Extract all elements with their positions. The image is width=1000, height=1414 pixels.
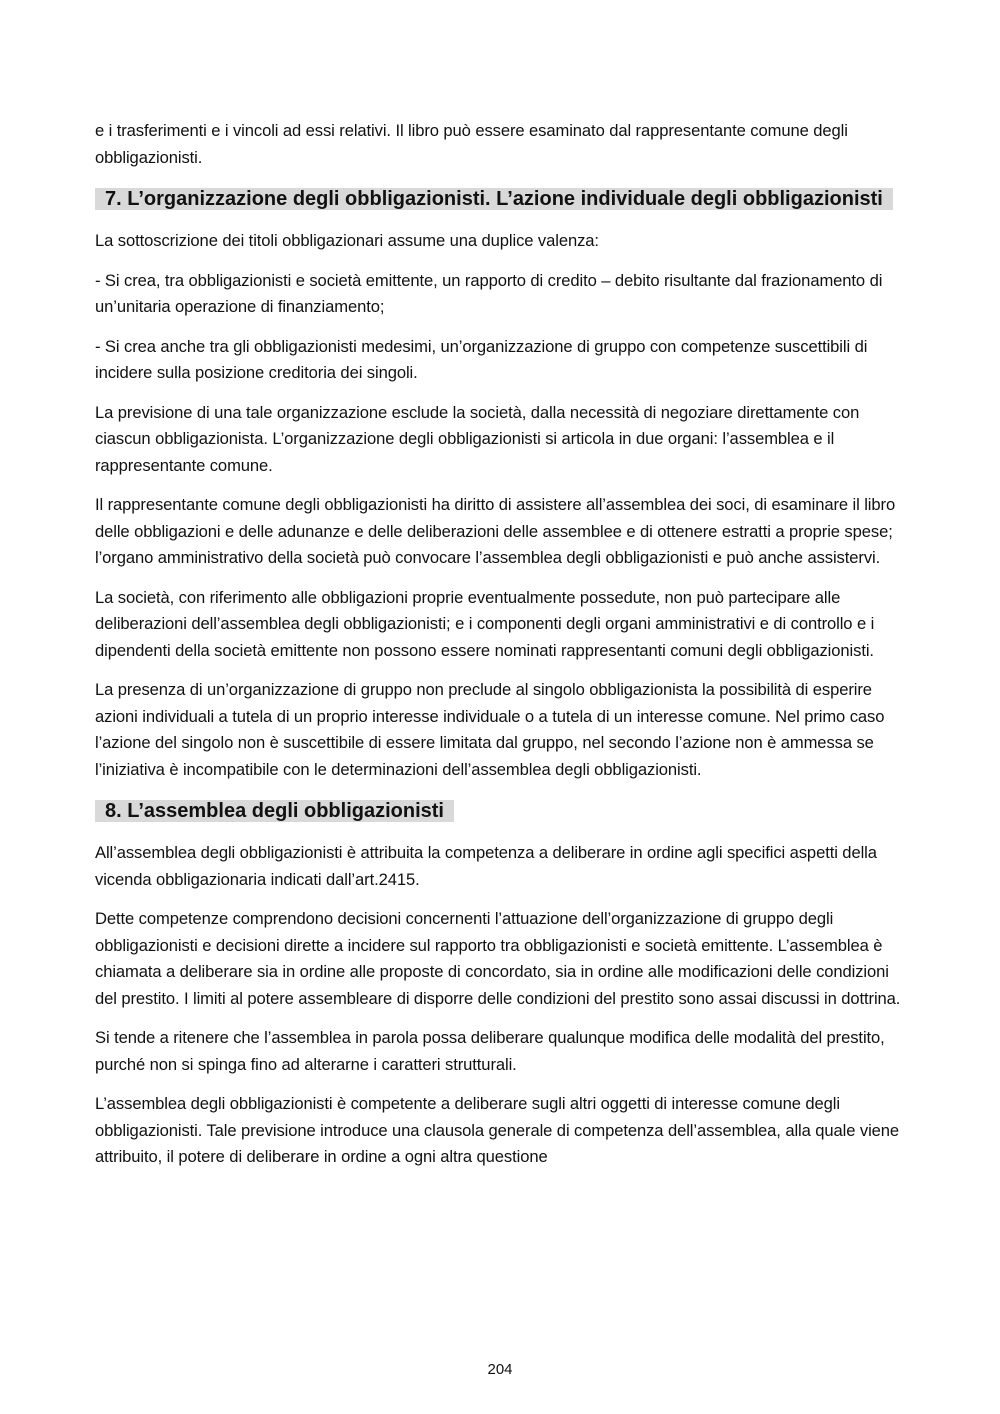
section-7-heading: [95, 184, 905, 215]
paragraph: Il rappresentante comune degli obbligazionisti ha diritto di assistere all’assemblea dei soci, di esaminare il libro delle obbligazioni e delle adunanze e delle deliberazioni delle assemblee e di ottenere estratti a proprie spese; l’organo amministrativo della società può convocare l’assemblea degli obbligazionisti e può anche assistervi.: [95, 495, 896, 567]
paragraph: - Si crea anche tra gli obbligazionisti medesimi, un’organizzazione di gruppo con competenze suscettibili di incidere sulla posizione creditoria dei singoli.: [95, 336, 868, 382]
paragraph: La sottoscrizione dei titoli obbligazionari assume una duplice valenza:: [95, 231, 599, 250]
paragraph: All’assemblea degli obbligazionisti è attribuita la competenza a deliberare in ordine agli specifici aspetti della vicenda obbligazionaria indicati dall’art.2415.: [95, 843, 877, 889]
paragraph: La presenza di un’organizzazione di gruppo non preclude al singolo obbligazionista la possibilità di esperire azioni individuali a tutela di un proprio interesse individuale o a tutela di un interesse comune. Nel primo caso l’azione del singolo non è suscettibile di essere limitata dal gruppo, nel secondo l’azione non è ammessa se l’iniziativa è incompatibile con le determinazioni dell’assemblea degli obbligazionisti.: [95, 680, 885, 779]
paragraph: La previsione di una tale organizzazione esclude la società, dalla necessità di negoziare direttamente con ciascun obbligazionista. L’organizzazione degli obbligazionisti si articola in due organi: l’assemblea e il rappresentante comune.: [95, 402, 860, 475]
section-8-heading: [95, 796, 905, 827]
paragraph: Si tende a ritenere che l’assemblea in parola possa deliberare qualunque modifica delle modalità del prestito, purché non si spinga fino ad alterarne i caratteri strutturali.: [95, 1028, 885, 1074]
paragraph: La società, con riferimento alle obbligazioni proprie eventualmente possedute, non può partecipare alle deliberazioni dell’assemblea degli obbligazionisti; e i componenti degli organi amministrativi e di controllo e i dipendenti della società emittente non possono essere nominati rappresentanti comuni degli obbligazionisti.: [95, 587, 875, 660]
paragraph: Dette competenze comprendono decisioni concernenti l’attuazione dell’organizzazione di gruppo degli obbligazionisti e decisioni dirette a incidere sul rapporto tra obbligazionisti e società emittente. L’assemblea è chiamata a deliberare sia in ordine alle proposte di concordato, sia in ordine alle modificazioni delle condizioni del prestito. I limiti al potere assembleare di disporre delle condizioni del prestito sono assai discussi in dottrina.: [95, 909, 901, 1008]
paragraph: L’assemblea degli obbligazionisti è competente a deliberare sugli altri oggetti di interesse comune degli obbligazionisti. Tale previsione introduce una clausola generale di competenza dell’assemblea, alla quale viene attribuito, il potere di deliberare in ordine a ogni altra questione: [95, 1094, 900, 1166]
paragraph-continuation: e i trasferimenti e i vincoli ad essi relativi. Il libro può essere esaminato dal rappresentante comune degli obbligazionisti.: [95, 121, 848, 167]
section-8-heading-text: 8. L’assemblea degli obbligazionisti: [95, 800, 454, 822]
section-7-heading-text: 7. L’organizzazione degli obbligazionisti. L’azione individuale degli obbligazionisti: [95, 188, 893, 210]
page-body: [95, 118, 905, 1184]
page-number: 204: [487, 1361, 513, 1378]
paragraph: - Si crea, tra obbligazionisti e società emittente, un rapporto di credito – debito risultante dal frazionamento di un’unitaria operazione di finanziamento;: [95, 270, 883, 316]
